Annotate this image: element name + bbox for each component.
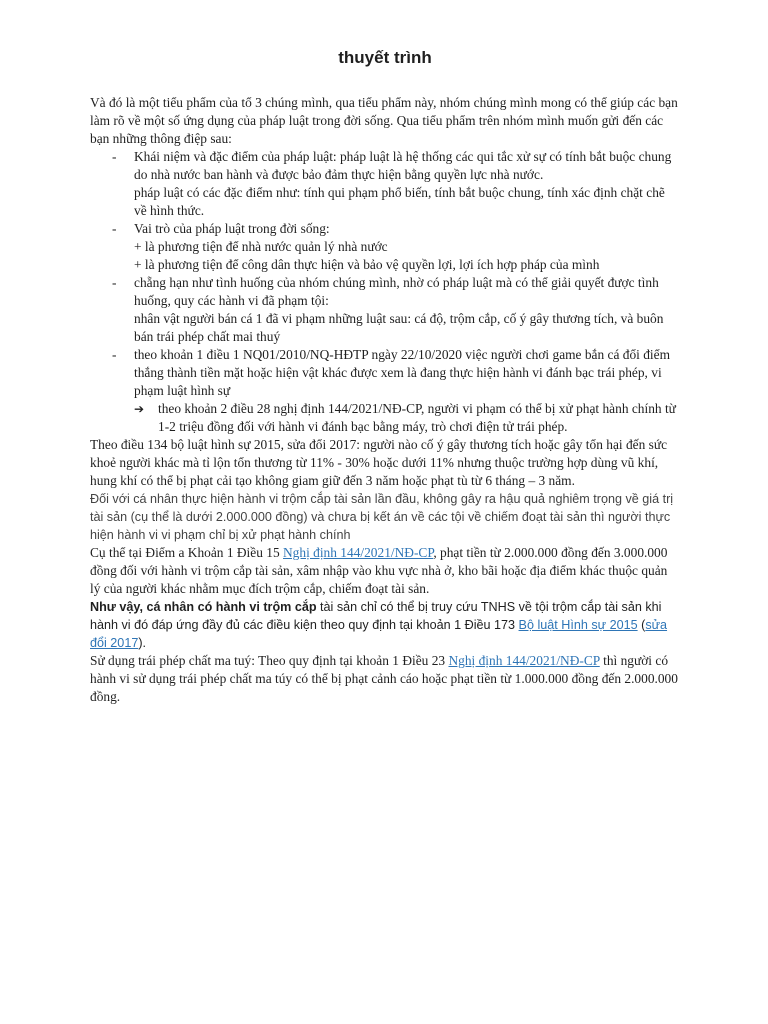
list-item bbox=[112, 346, 680, 436]
sub-list bbox=[134, 400, 680, 436]
list-item-text: + là phương tiện để nhà nước quản lý nhà nước bbox=[134, 239, 388, 254]
list-item-text: theo khoản 1 điều 1 NQ01/2010/NQ-HĐTP ngày 22/10/2020 việc người chơi game bắn cá đổi điểm thắng thành tiền mặt hoặc hiện vật khác được xem là đang thực hiện hành vi đánh bạc trái phép, vi phạm luật hình sự bbox=[134, 347, 670, 398]
drug-text: thì người có hành vi sử dụng trái phép chất ma túy có thể bị phạt cảnh cáo hoặc phạt tiền từ 1.000.000 đồng đến 2.000.000 đồng. bbox=[90, 653, 678, 704]
criminal-code-link[interactable]: Bộ luật Hình sự 2015 bbox=[518, 618, 638, 632]
list-item-text: chẵng hạn như tình huống của nhóm chúng mình, nhờ có pháp luật mà có thể giải quyết được tình huống, quy các hành vi đã phạm tội: bbox=[134, 275, 659, 308]
list-item-text: pháp luật có các đặc điểm như: tính qui phạm phổ biến, tính bắt buộc chung, tính xác định chặt chẽ về hình thức. bbox=[134, 185, 665, 218]
dash-bullet: - bbox=[112, 347, 117, 362]
drug-paragraph bbox=[90, 652, 680, 706]
tnhs-text: ). bbox=[138, 636, 147, 650]
dash-bullet: - bbox=[112, 149, 117, 164]
tnhs-text: ( bbox=[637, 618, 646, 632]
fine-paragraph bbox=[90, 544, 680, 598]
dash-bullet: - bbox=[112, 221, 117, 236]
list-item-text: nhân vật người bán cá 1 đã vi phạm những luật sau: cá độ, trộm cắp, cố ý gây thương tích, và buôn bán trái phép chất mai thuý bbox=[134, 311, 664, 344]
criminal-paragraph: Theo điều 134 bộ luật hình sự 2015, sửa đổi 2017: người nào cố ý gây thương tích hoặc gây tổn hại đến sức khoẻ người khác mà tỉ lộn tổn thương từ 11% - 30% hoặc dưới 11% nhưng thuộc trường hợp dùng vũ khí, hung khí có thể bị phạt cải tạo không giam giữ đến 3 năm hoặc phạt tù từ 6 tháng – 3 năm. bbox=[90, 437, 668, 488]
list-item bbox=[112, 274, 680, 346]
tnhs-paragraph bbox=[90, 598, 680, 652]
intro-paragraph: Và đó là một tiểu phẩm của tổ 3 chúng mình, qua tiểu phẩm này, nhóm chúng mình mong có thể giúp các bạn làm rõ về một số ứng dụng của pháp luật trong đời sống. Qua tiểu phẩm trên nhóm mình muốn gửi đến các bạn những thông điệp sau: bbox=[90, 95, 678, 146]
fine-text: , phạt tiền từ 2.000.000 đồng đến 3.000.000 đồng đối với hành vi trộm cắp tài sản, xâm nhập vào khu vực nhà ở, kho bãi hoặc địa điểm khác thuộc quản lý của người khác nhằm mục đích trộm cắp, chiếm đoạt tài sản. bbox=[90, 545, 668, 596]
tnhs-text: tài sản chỉ có thể bị truy cứu TNHS về tội trộm cắp tài sản khi hành vi đó đáp ứng đầy đủ các điều kiện theo quy định tại khoản 1 Điều 173 bbox=[90, 600, 662, 632]
list-item-text: + là phương tiện để công dân thực hiện và bảo vệ quyền lợi, lợi ích hợp pháp của mình bbox=[134, 257, 600, 272]
list-item bbox=[134, 400, 680, 436]
list-item bbox=[112, 220, 680, 274]
document-title: thuyết trình bbox=[338, 48, 432, 67]
amendment-link[interactable]: sửa đổi 2017 bbox=[90, 618, 668, 650]
list-item-text: Vai trò của pháp luật trong đời sống: bbox=[134, 221, 330, 236]
dash-bullet: - bbox=[112, 275, 117, 290]
theft-paragraph: Đối với cá nhân thực hiện hành vi trộm cắp tài sản lần đầu, không gây ra hậu quả nghiêm trọng về giá trị tài sản (cụ thể là dưới 2.000.000 đồng) và chưa bị kết án về các tội về chiếm đoạt tài sản thì người thực hiện hành vi vi phạm chỉ bị xử phạt hành chính bbox=[90, 492, 674, 542]
tnhs-bold-text: Như vậy, cá nhân có hành vi trộm cắp bbox=[90, 600, 317, 614]
drug-text: Sử dụng trái phép chất ma tuý: Theo quy định tại khoản 1 Điều 23 bbox=[90, 653, 449, 668]
list-item-text: Khái niệm và đặc điểm của pháp luật: pháp luật là hệ thống các qui tắc xử sự có tính bắt buộc chung do nhà nước ban hành và được bảo đảm thực hiện bằng quyền lực nhà nước. bbox=[134, 149, 672, 182]
list-item bbox=[112, 148, 680, 220]
fine-text: Cụ thể tại Điểm a Khoản 1 Điều 15 bbox=[90, 545, 284, 560]
decree-link[interactable]: Nghị định 144/2021/NĐ-CP bbox=[283, 545, 434, 560]
list-item-text: theo khoản 2 điều 28 nghị định 144/2021/NĐ-CP, người vi phạm có thể bị xử phạt hành chính từ 1-2 triệu đồng đối với hành vi đánh bạc bằng máy, trò chơi điện tử trái phép. bbox=[158, 401, 676, 434]
arrow-right-icon: ➔ bbox=[134, 402, 145, 416]
message-list bbox=[90, 148, 680, 436]
decree-link[interactable]: Nghị định 144/2021/NĐ-CP bbox=[448, 653, 600, 668]
